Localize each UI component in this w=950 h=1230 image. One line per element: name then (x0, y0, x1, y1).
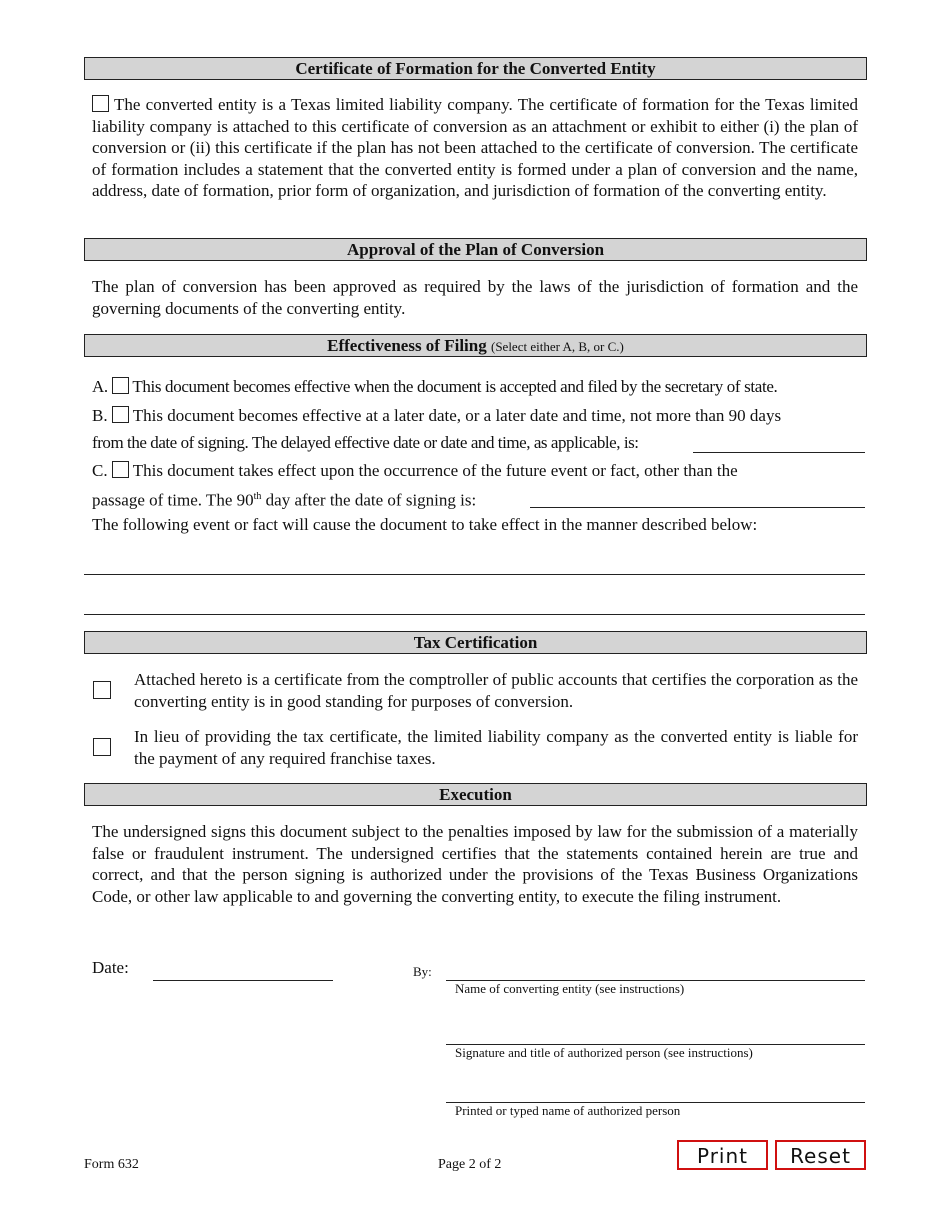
tax-option1-text: Attached hereto is a certificate from the comptroller of public accounts that certifies the corporation as the converting entity is in good standing for purposes of conversion. (134, 670, 858, 711)
option-b-checkbox[interactable] (112, 406, 129, 423)
tax-option1-checkbox[interactable] (93, 681, 111, 699)
effectiveness-header: Effectiveness of Filing (Select either A, B, or C.) (84, 334, 867, 357)
event-line-1[interactable] (84, 540, 865, 575)
printed-name-field[interactable] (446, 1078, 865, 1103)
printed-caption: Printed or typed name of authorized person (455, 1103, 681, 1118)
execution-text: The undersigned signs this document subject to the penalties imposed by law for the submission of a materially false or fraudulent instrument. The undersigned certifies that the statements contained herein are true and correct, and that the person signing is authorized under the provisions of the Texas Business Organizations Code, or other law applicable to and governing the converting entity, to execute the filing instrument. (92, 822, 858, 906)
ninetieth-day-field[interactable] (530, 488, 865, 508)
execution-header: Execution (84, 783, 867, 806)
formation-paragraph (92, 94, 858, 202)
approval-header: Approval of the Plan of Conversion (84, 238, 867, 261)
page-number: Page 2 of 2 (438, 1157, 502, 1172)
entity-name-field[interactable] (446, 958, 865, 981)
print-button[interactable]: Print (677, 1140, 768, 1170)
signature-field[interactable] (446, 1020, 865, 1045)
event-text: The following event or fact will cause the document to take effect in the manner described below: (92, 515, 758, 534)
option-a-checkbox[interactable] (112, 377, 129, 394)
option-a: A. This document becomes effective when the document is accepted and filed by the secretary of state. (92, 377, 778, 396)
option-b-line2: from the date of signing. The delayed effective date or date and time, as applicable, is: (92, 433, 639, 452)
option-c: C. This document takes effect upon the occurrence of the future event or fact, other than the (92, 461, 738, 480)
tax-option2-text: In lieu of providing the tax certificate, the limited liability company as the converted entity is liable for the payment of any required franchise taxes. (134, 727, 858, 768)
option-c-checkbox[interactable] (112, 461, 129, 478)
date-label: Date: (92, 958, 129, 977)
event-line-2[interactable] (84, 580, 865, 615)
tax-option2-checkbox[interactable] (93, 738, 111, 756)
by-label: By: (413, 964, 432, 979)
approval-text: The plan of conversion has been approved as required by the laws of the jurisdiction of formation and the governing documents of the converting entity. (92, 277, 858, 318)
delayed-date-field[interactable] (693, 433, 865, 453)
entity-caption: Name of converting entity (see instructions) (455, 981, 685, 996)
signature-caption: Signature and title of authorized person (see instructions) (455, 1045, 753, 1060)
option-c-line2: passage of time. The 90th day after the date of signing is: (92, 490, 477, 510)
reset-button[interactable]: Reset (775, 1140, 866, 1170)
option-b: B. This document becomes effective at a later date, or a later date and time, not more than 90 days (92, 406, 782, 425)
formation-checkbox[interactable] (92, 95, 109, 112)
date-field[interactable] (153, 960, 333, 981)
tax-header: Tax Certification (84, 631, 867, 654)
form-number: Form 632 (84, 1157, 139, 1172)
effectiveness-note: (Select either A, B, or C.) (490, 339, 624, 354)
formation-text: The converted entity is a Texas limited liability company. The certificate of formation for the Texas limited liability company is attached to this certificate of conversion as an attachment or exhibit to either (i) the plan of conversion or (ii) this certificate if the plan has not been attached to the certificate of conversion. The certificate of formation includes a statement that the converted entity is formed under a plan of conversion and the name, address, date of formation, prior form of organization, and jurisdiction of formation of the converting entity. (92, 95, 858, 200)
formation-header: Certificate of Formation for the Converted Entity (84, 57, 867, 80)
